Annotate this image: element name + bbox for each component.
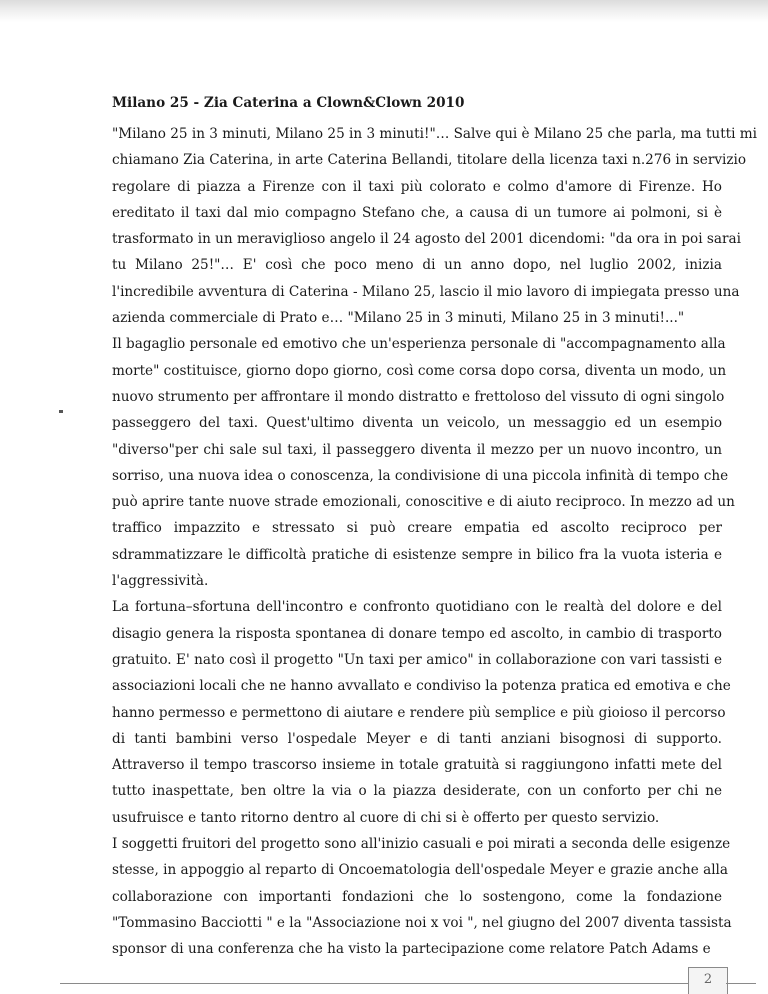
- page-number: 2: [688, 967, 728, 994]
- text-line: collaborazione con importanti fondazioni che lo sostengono, come la fondazione: [112, 888, 722, 905]
- document-title: Milano 25 - Zia Caterina a Clown&Clown 2010: [112, 95, 465, 111]
- text-line: gratuito. E' nato così il progetto "Un taxi per amico" in collaborazione con vari tassisti e: [112, 651, 722, 668]
- margin-mark: [59, 410, 63, 413]
- text-line: "Milano 25 in 3 minuti, Milano 25 in 3 minuti!"… Salve qui è Milano 25 che parla, ma tutti mi: [112, 126, 758, 142]
- text-line: sorriso, una nuova idea o conoscenza, la condivisione di una piccola infinità di tempo che: [112, 467, 729, 484]
- text-line: può aprire tante nuove strade emozionali, conoscitive e di aiuto reciproco. In mezzo ad un: [112, 494, 735, 511]
- text-line: chiamano Zia Caterina, in arte Caterina Bellandi, titolare della licenza taxi n.276 in servizio: [112, 152, 747, 169]
- text-line: disagio genera la risposta spontanea di donare tempo ed ascolto, in cambio di trasporto: [112, 625, 722, 642]
- text-line: associazioni locali che ne hanno avvallato e condiviso la potenza pratica ed emotiva e che: [112, 678, 731, 695]
- text-line: nuovo strumento per affrontare il mondo distratto e frettoloso del vissuto di ogni singolo: [112, 388, 725, 405]
- text-line: sponsor di una conferenza che ha visto la partecipazione come relatore Patch Adams e: [112, 941, 711, 958]
- text-line: "Tommasino Bacciotti " e la "Associazione noi x voi ", nel giugno del 2007 diventa tassista: [112, 914, 732, 931]
- text-line: tutto inaspettate, ben oltre la via o la piazza desiderate, con un conforto per chi ne: [112, 783, 722, 800]
- text-line: usufruisce e tanto ritorno dentro al cuore di chi si è offerto per questo servizio.: [112, 809, 660, 826]
- document-body: [112, 121, 758, 963]
- text-line: morte" costituisce, giorno dopo giorno, così come corsa dopo corsa, diventa un modo, un: [112, 362, 727, 379]
- text-line: Il bagaglio personale ed emotivo che un'esperienza personale di "accompagnamento alla: [112, 336, 726, 353]
- footer-rule: [60, 983, 715, 984]
- text-line: regolare di piazza a Firenze con il taxi più colorato e colmo d'amore di Firenze. Ho: [112, 178, 722, 195]
- text-line: La fortuna–sfortuna dell'incontro e confronto quotidiano con le realtà del dolore e del: [112, 599, 722, 616]
- text-line: passeggero del taxi. Quest'ultimo diventa un veicolo, un messaggio ed un esempio: [112, 415, 722, 432]
- text-line: traffico impazzito e stressato si può creare empatia ed ascolto reciproco per: [112, 520, 722, 537]
- paragraph: [112, 594, 731, 831]
- text-line: tu Milano 25!"… E' così che poco meno di un anno dopo, nel luglio 2002, inizia: [112, 257, 722, 274]
- text-line: sdrammatizzare le difficoltà pratiche di esistenze sempre in bilico fra la vuota isteria e: [112, 546, 722, 563]
- text-line: l'aggressività.: [112, 573, 209, 590]
- document-page: [112, 93, 758, 963]
- text-line: stesse, in appoggio al reparto di Oncoematologia dell'ospedale Meyer e grazie anche alla: [112, 862, 728, 879]
- paragraph: [112, 331, 735, 594]
- text-line: di tanti bambini verso l'ospedale Meyer e di tanti anziani bisognosi di supporto.: [112, 730, 722, 747]
- footer-rule-tail: [726, 983, 756, 984]
- text-line: hanno permesso e permettono di aiutare e rendere più semplice e più gioioso il percorso: [112, 704, 726, 721]
- text-line: ereditato il taxi dal mio compagno Stefano che, a causa di un tumore ai polmoni, si è: [112, 204, 722, 221]
- text-line: l'incredibile avventura di Caterina - Milano 25, lascio il mio lavoro di impiegata presso una: [112, 283, 740, 300]
- scan-shadow: [0, 0, 768, 22]
- text-line: Attraverso il tempo trascorso insieme in totale gratuità si raggiungono infatti mete del: [112, 757, 722, 774]
- text-line: trasformato in un meraviglioso angelo il 24 agosto del 2001 dicendomi: "da ora in poi sarai: [112, 231, 741, 248]
- paragraph: [112, 831, 732, 962]
- text-line: "diverso"per chi sale sul taxi, il passeggero diventa il mezzo per un nuovo incontro, un: [112, 441, 722, 458]
- text-line: azienda commerciale di Prato e… "Milano 25 in 3 minuti, Milano 25 in 3 minuti!...": [112, 310, 685, 327]
- paragraph: [112, 121, 758, 331]
- text-line: I soggetti fruitori del progetto sono all'inizio casuali e poi mirati a seconda delle esigenze: [112, 836, 731, 853]
